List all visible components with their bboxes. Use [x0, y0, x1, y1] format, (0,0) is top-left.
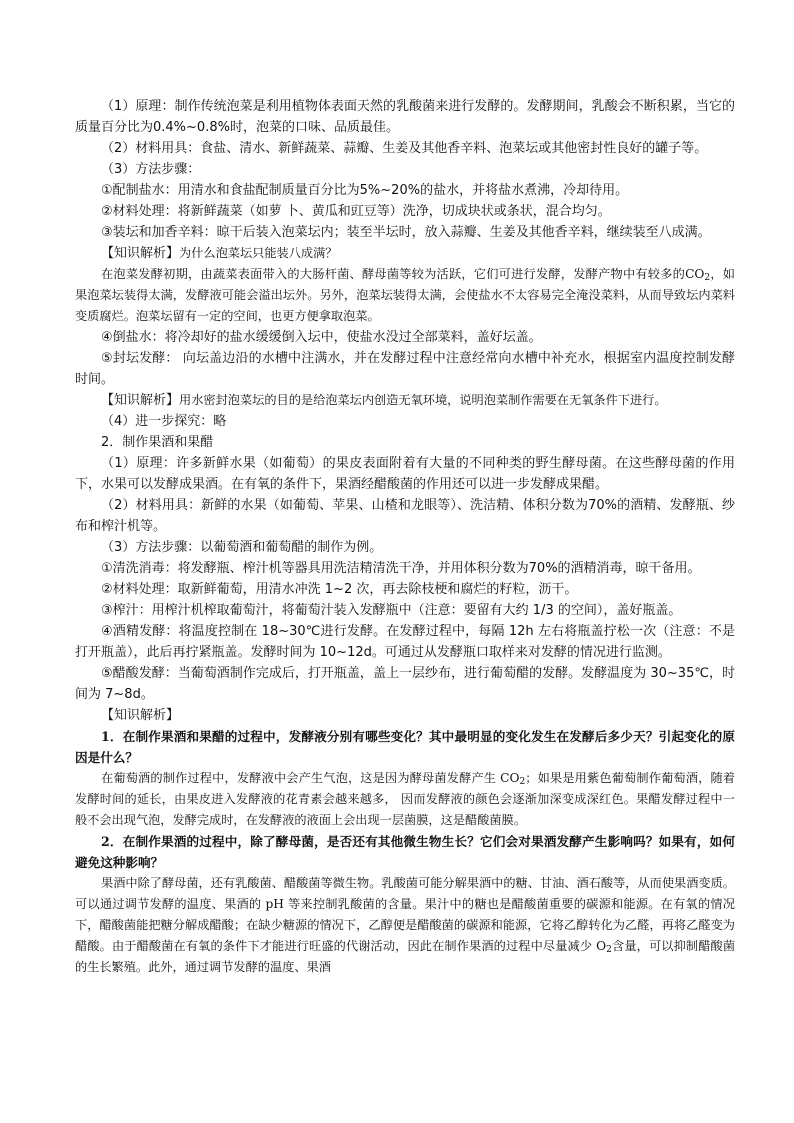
knowledge-analysis-1 — [75, 243, 735, 264]
knowledge-answer-q1: 在葡萄酒的制作过程中，发酵液中会产生气泡，这是因为酵母菌发酵产生 $CO_2$；如果是用紫色葡萄制作葡萄酒，随着发酵时间的延长，由果皮进入发酵液的花青素会越来越多， 因而发酵液的颜色会逐渐加深变成深红色。果醋发酵过程中一般不会出现气泡，发酵完成时，在发酵液的液面上会出现一层菌膜，这是醋酸菌膜。 — [75, 771, 735, 827]
pickle-step-materials: ②材料处理：将新鲜蔬菜（如萝 卜、黄瓜和豇豆等）洗净，切成块状或条状，混合均匀。 — [101, 204, 611, 219]
pickle-step-jar: ③装坛和加香辛料：晾干后装入泡菜坛内；装至半坛时，放入蒜瓣、生姜及其他香辛料，继续装至八成满。 — [101, 225, 711, 240]
knowledge-question-2: 2．在制作果酒的过程中，除了酵母菌，是否还有其他微生物生长？它们会对果酒发酵产生影响吗？如果有，如何避免这种影响？ — [75, 834, 735, 870]
knowledge-question: 为什么泡菜坛只能装八成满？ — [179, 246, 338, 260]
knowledge-analysis-2 — [75, 390, 735, 411]
knowledge-analysis-3-label: 【知识解析】 — [101, 708, 180, 723]
section-heading-wine-vinegar: 2．制作果酒和果醋 — [101, 435, 214, 450]
pickle-step-seal: ⑤封坛发酵： 向坛盖边沿的水槽中注满水，并在发酵过程中注意经常向水槽中补充水，根据室内温度控制发酵时间。 — [75, 351, 735, 387]
pickle-step-brine: ①配制盐水：用清水和食盐配制质量百分比为5%~20%的盐水，并将盐水煮沸，冷却待用。 — [101, 183, 629, 198]
knowledge-text: 用水密封泡菜坛的目的是给泡菜坛内创造无氧环境，说明泡菜制作需要在无氧条件下进行。 — [179, 393, 667, 407]
knowledge-answer-1: 在泡菜发酵初期，由蔬菜表面带入的大肠杆菌、酵母菌等较为活跃，它们可进行发酵，发酵产物中有较多的$CO_2$，如果泡菜坛装得太满，发酵液可能会溢出坛外。另外，泡菜坛装得太满，会使盐水不太容易完全淹没菜料，从而导致坛内菜料变质腐烂。泡菜坛留有一定的空间，也更方便拿取泡菜。 — [75, 267, 735, 323]
pickle-further-study: （4）进一步探究：略 — [101, 414, 227, 429]
wine-step-clean: ①清洗消毒：将发酵瓶、榨汁机等器具用洗洁精清洗干净，并用体积分数为70%的酒精消毒，晾干备用。 — [101, 561, 701, 576]
wine-step-materials: ②材料处理：取新鲜葡萄，用清水冲洗 1~2 次，再去除枝梗和腐烂的籽粒，沥干。 — [101, 582, 578, 597]
pickle-principle: （1）原理：制作传统泡菜是利用植物体表面天然的乳酸菌来进行发酵的。发酵期间，乳酸会不断积累，当它的质量百分比为0.4%~0.8%时，泡菜的口味、品质最佳。 — [75, 99, 735, 135]
wine-principle: （1）原理：许多新鲜水果（如葡萄）的果皮表面附着有大量的不同种类的野生酵母菌。在这些酵母菌的作用下，水果可以发酵成果酒。在有氧的条件下，果酒经醋酸菌的作用还可以进一步发酵成果醋。 — [75, 456, 735, 492]
wine-materials: （2）材料用具：新鲜的水果（如葡萄、苹果、山楂和龙眼等）、洗洁精、体积分数为70%的酒精、发酵瓶、纱布和榨汁机等。 — [75, 498, 735, 534]
pickle-materials: （2）材料用具：食盐、清水、新鲜蔬菜、蒜瓣、生姜及其他香辛料、泡菜坛或其他密封性良好的罐子等。 — [101, 141, 708, 156]
knowledge-question-1: 1．在制作果酒和果醋的过程中，发酵液分别有哪些变化？其中最明显的变化发生在发酵后多少天？引起变化的原因是什么？ — [75, 729, 735, 765]
wine-steps-heading: （3）方法步骤：以葡萄酒和葡萄醋的制作为例。 — [101, 540, 383, 555]
pickle-steps-heading: （3）方法步骤： — [101, 162, 201, 177]
wine-step-juice: ③榨汁：用榨汁机榨取葡萄汁，将葡萄汁装入发酵瓶中（注意：要留有大约 1/3 的空间），盖好瓶盖。 — [101, 603, 682, 618]
wine-step-acetic-fermentation: ⑤醋酸发酵：当葡萄酒制作完成后，打开瓶盖，盖上一层纱布，进行葡萄醋的发酵。发酵温度为 30~35℃，时间为 7~8d。 — [75, 666, 735, 702]
wine-step-alcohol-fermentation: ④酒精发酵：将温度控制在 18~30℃进行发酵。在发酵过程中，每隔 12h 左右将瓶盖拧松一次（注意：不是打开瓶盖），此后再拧紧瓶盖。发酵时间为 10~12d。可通过从发酵瓶口取样来对发酵的情况进行监测。 — [75, 624, 735, 660]
pickle-step-pour: ④倒盐水：将冷却好的盐水缓缓倒入坛中，使盐水没过全部菜料，盖好坛盖。 — [101, 330, 542, 345]
knowledge-analysis-label: 【知识解析】 — [101, 246, 180, 261]
knowledge-analysis-label: 【知识解析】 — [101, 393, 180, 408]
document-body — [75, 96, 735, 978]
knowledge-answer-q2: 果酒中除了酵母菌，还有乳酸菌、醋酸菌等微生物。乳酸菌可能分解果酒中的糖、甘油、酒石酸等，从而使果酒变质。可以通过调节发酵的温度、果酒的 pH 等来控制乳酸菌的含量。果汁中的糖也是醋酸菌重要的碳源和能源。在有氧的情况下，醋酸菌能把糖分解成醋酸；在缺少糖源的情况下，乙醇便是醋酸菌的碳源和能源，它将乙醇转化为乙醛，再将乙醛变为醋酸。由于醋酸菌在有氧的条件下才能进行旺盛的代谢活动，因此在制作果酒的过程中尽量减少 $O_2$含量，可以抑制醋酸菌的生长繁殖。此外，通过调节发酵的温度、果酒 — [75, 876, 736, 974]
